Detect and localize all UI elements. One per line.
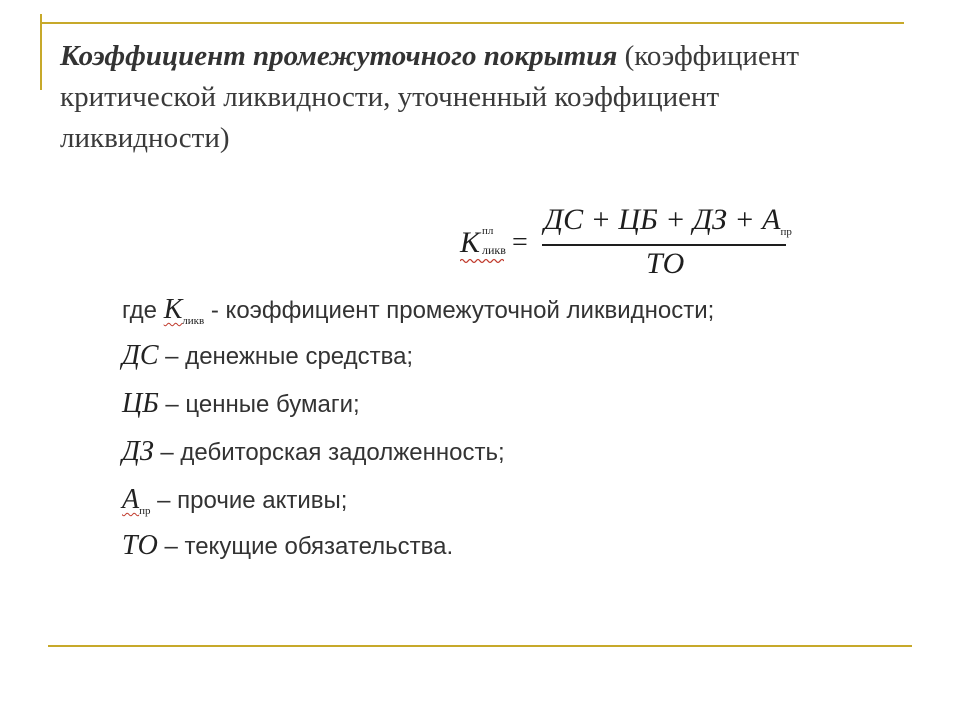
spellcheck-wave-icon [460,258,504,264]
fraction-bar [542,244,786,246]
legend-text: – ценные бумаги; [158,391,360,418]
formula-numerator [544,204,792,248]
title-term: Коэффициент промежуточного покрытия [60,40,618,72]
legend-symbol-main: А [122,484,140,515]
top-rule [40,22,904,24]
legend-symbol-main: К [163,294,183,325]
legend-row [122,386,360,422]
numerator-subscript: пр [780,226,792,238]
legend-text: – денежные средства; [158,343,414,370]
legend-symbol [122,484,151,515]
legend-prefix: где [122,297,164,324]
legend-text: – дебиторская задолженность; [153,439,505,466]
legend-symbol: ДС [122,340,159,371]
formula-denominator: ТО [646,247,685,280]
formula-equals: = [512,227,528,258]
legend-symbol-subscript: пр [139,505,151,517]
legend-text: – текущие обязательства. [157,533,454,560]
legend-row [122,434,505,470]
legend-text: – прочие активы; [150,487,348,514]
legend-row [122,338,413,374]
legend-row [122,292,714,328]
legend-symbol: ЦБ [122,388,159,419]
formula-lhs-symbol: К [460,226,480,259]
formula-lhs-subscript: ликв [482,243,506,257]
left-rule [40,14,42,90]
legend-symbol [164,294,205,325]
legend-text: - коэффициент промежуточной ликвидности; [204,297,715,324]
bottom-rule [48,645,912,647]
legend-row [122,528,453,564]
legend-symbol-subscript: ликв [182,315,205,327]
legend-row [122,482,347,518]
legend-symbol: ТО [122,530,158,561]
liquidity-formula [460,200,800,280]
legend-symbol: ДЗ [122,436,154,467]
title-description: (коэффициент критической ликвидности, уточненный коэффициент ликвидности) [60,40,800,154]
numerator-main: ДС + ЦБ + ДЗ + А [544,203,781,236]
formula-lhs-superscript: пл [482,225,494,237]
slide-title [60,36,890,159]
